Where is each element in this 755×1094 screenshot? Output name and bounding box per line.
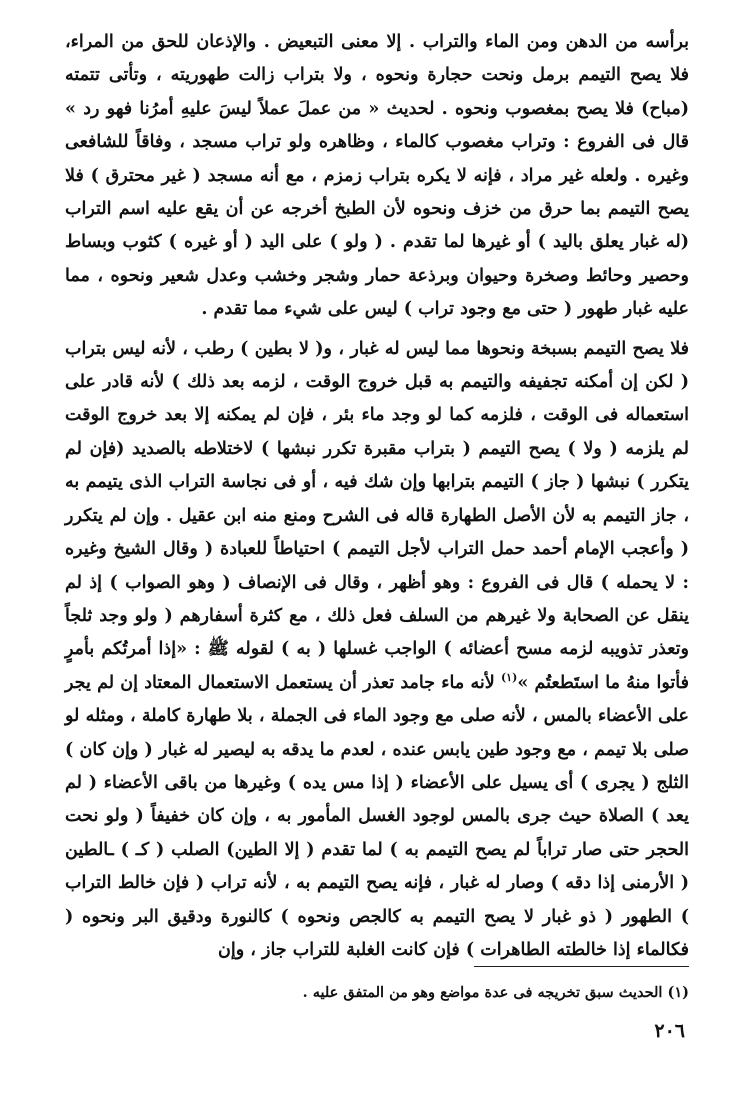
paragraph-2 [65, 333, 689, 968]
body-text [65, 26, 689, 967]
footnote-reference: (١) [500, 670, 518, 684]
paragraph-1 [65, 26, 689, 327]
paragraph-2-text: فلا يصح التيمم بسبخة ونحوها مما ليس له غبار ، و( لا بطين ) رطب ، لأنه ليس بتراب ( لكن إن أمكنه تجفيفه والتيمم به قبل خروج الوقت ، لزمه بعد ذلك ) لأنه قادر على استعماله فى الوقت ، فلزمه كما لو وجد ماء بئر ، فإن لم يمكنه إلا بعد خروج الوقت لم يلزمه ( ولا ) يصح التيمم ( بتراب مقبرة تكرر نبشها ) لاختلاطه بالصديد (فإن لم يتكرر ) نبشها ( جاز ) التيمم بترابها وإن شك فيه ، أو فى نجاسة التراب الذى يتيمم به ، جاز التيمم به لأن الأصل الطهارة قاله فى الشرح ومنع منه ابن عقيل . وإن لم يتكرر ( وأعجب الإمام أحمد حمل التراب لأجل التيمم ) احتياطاً للعبادة ( وقال الشيخ وغيره : لا يحمله ) قال فى الفروع : وهو أظهر ، وقال فى الإنصاف ( وهو الصواب ) إذ لم ينقل عن الصحابة ولا غيرهم من السلف فعل ذلك ، مع كثرة أسفارهم ( ولو وجد ثلجاً وتعذر تذويبه لزمه مسح أعضائه ) الواجب غسلها ( به ) لقوله ﷺ : «إذا أمرتُكم بأمرٍ فأتوا منهُ ما استَطعتُم » [65, 338, 689, 693]
page-number: ٢٠٦ [654, 1020, 685, 1042]
paragraph-1-text: برأسه من الدهن ومن الماء والتراب . إلا معنى التبعيض . والإذعان للحق من المراء، فلا يصح التيمم برمل ونحت حجارة ونحوه ، ولا بتراب زالت طهوريته ، وتأتى تتمته (مباح) فلا يصح بمغصوب ونحوه . لحديث « من عملَ عملاً ليسَ عليهِ أمرُنا فهو رد » قال فى الفروع : وتراب مغصوب كالماء ، وظاهره ولو تراب مسجد ، وفاقاً للشافعى وغيره . ولعله غير مراد ، فإنه لا يكره بتراب زمزم ، مع أنه مسجد ( غير محترق ) فلا يصح التيمم بما حرق من خزف ونحوه لأن الطبخ أخرجه عن أن يقع عليه اسم التراب (له غبار يعلق باليد ) أو غيرها لما تقدم . ( ولو ) على اليد ( أو غيره ) كثوب وبساط وحصير وحائط وصخرة وحيوان وبرذعة حمار وشجر وخشب وعدل شعير ونحوه ، مما عليه غبار طهور ( حتى مع وجود تراب ) ليس على شيء مما تقدم . [65, 32, 689, 320]
paragraph-2-text-continued: لأنه ماء جامد تعذر أن يستعمل الاستعمال المعتاد إن لم يجر على الأعضاء بالمس ، لأنه صلى مع وجود الماء فى الجملة ، بلا طهارة كاملة ، ومثله لو صلى بلا تيمم ، مع وجود طين يابس عنده ، لعدم ما يدقه به ليصير له غبار ( وإن كان ) الثلج ( يجرى ) أى يسيل على الأعضاء ( إذا مس يده ) وغيرها من باقى الأعضاء ( لم يعد ) الصلاة حيث جرى بالمس لوجود الغسل المأمور به ، وإن كان خفيفاً ( ولو نحت الحجر حتى صار تراباً لم يصح التيمم به ) لما تقدم ( إلا الطين) الصلب ( كـ ) ـالطين ( الأرمنى إذا دقه ) وصار له غبار ، فإنه يصح التيمم به ، لأنه تراب ( فإن خالط التراب ) الطهور ( ذو غبار لا يصح التيمم به كالجص ونحوه ) كالنورة ودقيق البر ونحوه ( فكالماء إذا خالطته الطاهرات ) فإن كانت الغلبة للتراب جاز ، وإن [65, 672, 689, 960]
footnote: (١) الحديث سبق تخريجه فى عدة مواضع وهو من المتفق عليه . [302, 984, 689, 1001]
footnote-divider [474, 966, 689, 967]
